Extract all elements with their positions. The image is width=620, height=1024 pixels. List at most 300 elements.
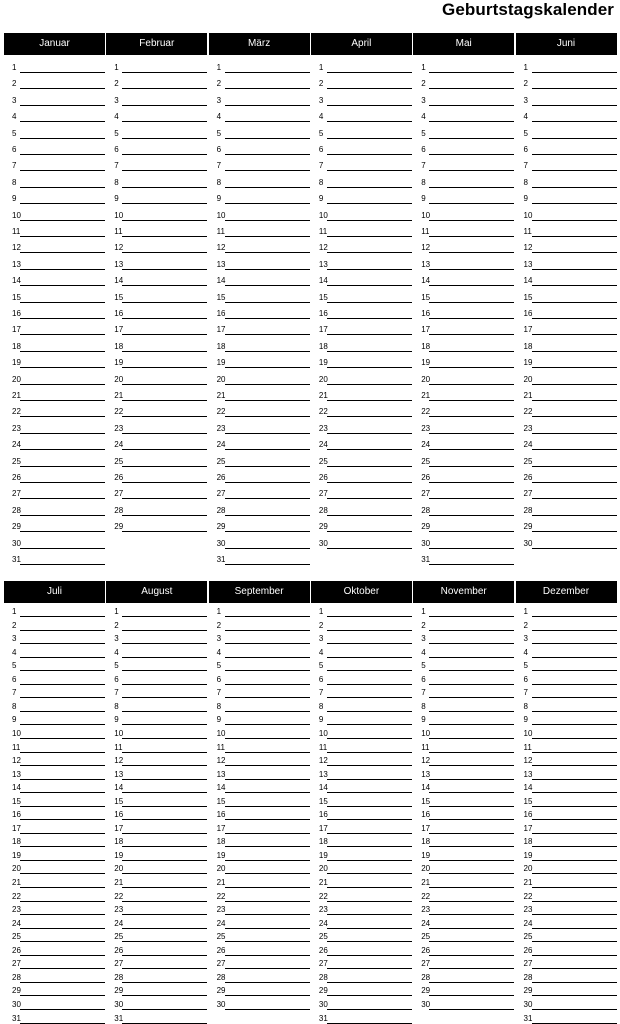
day-entry[interactable]	[209, 108, 310, 122]
day-entry[interactable]	[209, 833, 310, 847]
day-entry[interactable]	[311, 617, 412, 631]
day-entry[interactable]	[413, 752, 514, 766]
day-entry[interactable]	[4, 190, 105, 204]
day-entry[interactable]	[4, 551, 105, 565]
day-entry[interactable]	[106, 982, 207, 996]
day-entry[interactable]	[413, 603, 514, 617]
day-entry[interactable]	[4, 420, 105, 434]
day-entry[interactable]	[106, 420, 207, 434]
day-entry[interactable]	[209, 711, 310, 725]
day-entry[interactable]	[516, 901, 617, 915]
day-entry[interactable]	[311, 436, 412, 450]
day-entry[interactable]	[209, 453, 310, 467]
day-entry[interactable]	[4, 354, 105, 368]
day-entry[interactable]	[516, 969, 617, 983]
day-entry[interactable]	[4, 469, 105, 483]
day-entry[interactable]	[413, 469, 514, 483]
day-entry[interactable]	[311, 125, 412, 139]
day-entry[interactable]	[413, 942, 514, 956]
day-entry[interactable]	[516, 711, 617, 725]
day-entry[interactable]	[106, 190, 207, 204]
day-entry[interactable]	[311, 75, 412, 89]
day-entry[interactable]	[516, 725, 617, 739]
day-entry[interactable]	[516, 190, 617, 204]
day-entry[interactable]	[311, 141, 412, 155]
day-entry[interactable]	[4, 630, 105, 644]
day-entry[interactable]	[106, 59, 207, 73]
day-entry[interactable]	[106, 779, 207, 793]
day-entry[interactable]	[106, 141, 207, 155]
day-entry[interactable]	[413, 141, 514, 155]
day-entry[interactable]	[516, 955, 617, 969]
day-entry[interactable]	[209, 59, 310, 73]
day-entry[interactable]	[311, 535, 412, 549]
day-entry[interactable]	[311, 779, 412, 793]
day-entry[interactable]	[413, 518, 514, 532]
day-entry[interactable]	[413, 420, 514, 434]
day-entry[interactable]	[311, 289, 412, 303]
day-entry[interactable]	[311, 671, 412, 685]
day-entry[interactable]	[209, 915, 310, 929]
day-entry[interactable]	[4, 671, 105, 685]
day-entry[interactable]	[516, 644, 617, 658]
day-entry[interactable]	[4, 739, 105, 753]
day-entry[interactable]	[106, 847, 207, 861]
day-entry[interactable]	[311, 847, 412, 861]
day-entry[interactable]	[516, 125, 617, 139]
day-entry[interactable]	[4, 502, 105, 516]
day-entry[interactable]	[106, 820, 207, 834]
day-entry[interactable]	[413, 806, 514, 820]
day-entry[interactable]	[413, 305, 514, 319]
day-entry[interactable]	[516, 518, 617, 532]
day-entry[interactable]	[516, 657, 617, 671]
day-entry[interactable]	[4, 518, 105, 532]
day-entry[interactable]	[209, 469, 310, 483]
day-entry[interactable]	[516, 453, 617, 467]
day-entry[interactable]	[106, 806, 207, 820]
day-entry[interactable]	[106, 239, 207, 253]
day-entry[interactable]	[4, 239, 105, 253]
day-entry[interactable]	[209, 942, 310, 956]
day-entry[interactable]	[516, 59, 617, 73]
day-entry[interactable]	[311, 321, 412, 335]
day-entry[interactable]	[209, 371, 310, 385]
day-entry[interactable]	[413, 502, 514, 516]
day-entry[interactable]	[4, 223, 105, 237]
day-entry[interactable]	[4, 779, 105, 793]
day-entry[interactable]	[106, 387, 207, 401]
day-entry[interactable]	[4, 617, 105, 631]
day-entry[interactable]	[4, 485, 105, 499]
day-entry[interactable]	[413, 644, 514, 658]
day-entry[interactable]	[106, 725, 207, 739]
day-entry[interactable]	[209, 403, 310, 417]
day-entry[interactable]	[209, 901, 310, 915]
day-entry[interactable]	[311, 485, 412, 499]
day-entry[interactable]	[311, 996, 412, 1010]
day-entry[interactable]	[413, 207, 514, 221]
day-entry[interactable]	[106, 874, 207, 888]
day-entry[interactable]	[106, 833, 207, 847]
day-entry[interactable]	[413, 982, 514, 996]
day-entry[interactable]	[413, 617, 514, 631]
day-entry[interactable]	[4, 321, 105, 335]
day-entry[interactable]	[4, 644, 105, 658]
day-entry[interactable]	[209, 256, 310, 270]
day-entry[interactable]	[209, 874, 310, 888]
day-entry[interactable]	[209, 125, 310, 139]
day-entry[interactable]	[106, 92, 207, 106]
day-entry[interactable]	[516, 256, 617, 270]
day-entry[interactable]	[4, 289, 105, 303]
day-entry[interactable]	[413, 820, 514, 834]
day-entry[interactable]	[516, 75, 617, 89]
day-entry[interactable]	[516, 806, 617, 820]
day-entry[interactable]	[106, 108, 207, 122]
day-entry[interactable]	[516, 671, 617, 685]
day-entry[interactable]	[4, 955, 105, 969]
day-entry[interactable]	[516, 1010, 617, 1024]
day-entry[interactable]	[311, 239, 412, 253]
day-entry[interactable]	[516, 888, 617, 902]
day-entry[interactable]	[413, 59, 514, 73]
day-entry[interactable]	[516, 617, 617, 631]
day-entry[interactable]	[209, 190, 310, 204]
day-entry[interactable]	[106, 256, 207, 270]
day-entry[interactable]	[4, 766, 105, 780]
day-entry[interactable]	[413, 888, 514, 902]
day-entry[interactable]	[4, 125, 105, 139]
day-entry[interactable]	[413, 387, 514, 401]
day-entry[interactable]	[106, 657, 207, 671]
day-entry[interactable]	[209, 387, 310, 401]
day-entry[interactable]	[516, 420, 617, 434]
day-entry[interactable]	[209, 223, 310, 237]
day-entry[interactable]	[4, 141, 105, 155]
day-entry[interactable]	[311, 420, 412, 434]
day-entry[interactable]	[311, 338, 412, 352]
day-entry[interactable]	[4, 901, 105, 915]
day-entry[interactable]	[516, 469, 617, 483]
day-entry[interactable]	[516, 982, 617, 996]
day-entry[interactable]	[4, 535, 105, 549]
day-entry[interactable]	[106, 793, 207, 807]
day-entry[interactable]	[516, 847, 617, 861]
day-entry[interactable]	[413, 969, 514, 983]
day-entry[interactable]	[106, 321, 207, 335]
day-entry[interactable]	[209, 793, 310, 807]
day-entry[interactable]	[311, 190, 412, 204]
day-entry[interactable]	[413, 860, 514, 874]
day-entry[interactable]	[4, 338, 105, 352]
day-entry[interactable]	[209, 684, 310, 698]
day-entry[interactable]	[413, 485, 514, 499]
day-entry[interactable]	[106, 174, 207, 188]
day-entry[interactable]	[516, 996, 617, 1010]
day-entry[interactable]	[209, 305, 310, 319]
day-entry[interactable]	[106, 305, 207, 319]
day-entry[interactable]	[311, 256, 412, 270]
day-entry[interactable]	[311, 59, 412, 73]
day-entry[interactable]	[311, 644, 412, 658]
day-entry[interactable]	[516, 485, 617, 499]
day-entry[interactable]	[209, 657, 310, 671]
day-entry[interactable]	[413, 403, 514, 417]
day-entry[interactable]	[413, 684, 514, 698]
day-entry[interactable]	[413, 108, 514, 122]
day-entry[interactable]	[4, 657, 105, 671]
day-entry[interactable]	[209, 518, 310, 532]
day-entry[interactable]	[311, 915, 412, 929]
day-entry[interactable]	[413, 551, 514, 565]
day-entry[interactable]	[311, 942, 412, 956]
day-entry[interactable]	[516, 174, 617, 188]
day-entry[interactable]	[413, 535, 514, 549]
day-entry[interactable]	[209, 644, 310, 658]
day-entry[interactable]	[209, 969, 310, 983]
day-entry[interactable]	[311, 272, 412, 286]
day-entry[interactable]	[106, 502, 207, 516]
day-entry[interactable]	[516, 874, 617, 888]
day-entry[interactable]	[516, 603, 617, 617]
day-entry[interactable]	[106, 888, 207, 902]
day-entry[interactable]	[311, 806, 412, 820]
day-entry[interactable]	[311, 820, 412, 834]
day-entry[interactable]	[209, 617, 310, 631]
day-entry[interactable]	[311, 387, 412, 401]
day-entry[interactable]	[106, 996, 207, 1010]
day-entry[interactable]	[311, 955, 412, 969]
day-entry[interactable]	[209, 847, 310, 861]
day-entry[interactable]	[4, 75, 105, 89]
day-entry[interactable]	[516, 766, 617, 780]
day-entry[interactable]	[4, 272, 105, 286]
day-entry[interactable]	[106, 75, 207, 89]
day-entry[interactable]	[209, 766, 310, 780]
day-entry[interactable]	[4, 725, 105, 739]
day-entry[interactable]	[516, 272, 617, 286]
day-entry[interactable]	[106, 928, 207, 942]
day-entry[interactable]	[209, 289, 310, 303]
day-entry[interactable]	[311, 725, 412, 739]
day-entry[interactable]	[4, 603, 105, 617]
day-entry[interactable]	[209, 420, 310, 434]
day-entry[interactable]	[209, 321, 310, 335]
day-entry[interactable]	[4, 711, 105, 725]
day-entry[interactable]	[4, 982, 105, 996]
day-entry[interactable]	[209, 725, 310, 739]
day-entry[interactable]	[413, 125, 514, 139]
day-entry[interactable]	[106, 223, 207, 237]
day-entry[interactable]	[413, 630, 514, 644]
day-entry[interactable]	[516, 752, 617, 766]
day-entry[interactable]	[413, 371, 514, 385]
day-entry[interactable]	[209, 141, 310, 155]
day-entry[interactable]	[209, 485, 310, 499]
day-entry[interactable]	[106, 157, 207, 171]
day-entry[interactable]	[413, 223, 514, 237]
day-entry[interactable]	[106, 617, 207, 631]
day-entry[interactable]	[209, 272, 310, 286]
day-entry[interactable]	[413, 239, 514, 253]
day-entry[interactable]	[209, 502, 310, 516]
day-entry[interactable]	[311, 603, 412, 617]
day-entry[interactable]	[209, 671, 310, 685]
day-entry[interactable]	[4, 387, 105, 401]
day-entry[interactable]	[311, 207, 412, 221]
day-entry[interactable]	[413, 75, 514, 89]
day-entry[interactable]	[413, 174, 514, 188]
day-entry[interactable]	[516, 207, 617, 221]
day-entry[interactable]	[4, 174, 105, 188]
day-entry[interactable]	[516, 223, 617, 237]
day-entry[interactable]	[516, 403, 617, 417]
day-entry[interactable]	[106, 518, 207, 532]
day-entry[interactable]	[413, 779, 514, 793]
day-entry[interactable]	[311, 739, 412, 753]
day-entry[interactable]	[4, 969, 105, 983]
day-entry[interactable]	[413, 698, 514, 712]
day-entry[interactable]	[209, 888, 310, 902]
day-entry[interactable]	[4, 305, 105, 319]
day-entry[interactable]	[516, 833, 617, 847]
day-entry[interactable]	[311, 928, 412, 942]
day-entry[interactable]	[106, 901, 207, 915]
day-entry[interactable]	[311, 833, 412, 847]
day-entry[interactable]	[209, 174, 310, 188]
day-entry[interactable]	[413, 955, 514, 969]
day-entry[interactable]	[413, 657, 514, 671]
day-entry[interactable]	[311, 108, 412, 122]
day-entry[interactable]	[4, 928, 105, 942]
day-entry[interactable]	[311, 888, 412, 902]
day-entry[interactable]	[106, 436, 207, 450]
day-entry[interactable]	[106, 644, 207, 658]
day-entry[interactable]	[413, 338, 514, 352]
day-entry[interactable]	[106, 860, 207, 874]
day-entry[interactable]	[209, 752, 310, 766]
day-entry[interactable]	[4, 403, 105, 417]
day-entry[interactable]	[516, 239, 617, 253]
day-entry[interactable]	[4, 793, 105, 807]
day-entry[interactable]	[106, 338, 207, 352]
day-entry[interactable]	[106, 698, 207, 712]
day-entry[interactable]	[516, 928, 617, 942]
day-entry[interactable]	[106, 207, 207, 221]
day-entry[interactable]	[106, 739, 207, 753]
day-entry[interactable]	[4, 92, 105, 106]
day-entry[interactable]	[209, 239, 310, 253]
day-entry[interactable]	[311, 1010, 412, 1024]
day-entry[interactable]	[106, 752, 207, 766]
day-entry[interactable]	[413, 739, 514, 753]
day-entry[interactable]	[209, 820, 310, 834]
day-entry[interactable]	[4, 942, 105, 956]
day-entry[interactable]	[413, 915, 514, 929]
day-entry[interactable]	[209, 982, 310, 996]
day-entry[interactable]	[209, 551, 310, 565]
day-entry[interactable]	[4, 806, 105, 820]
day-entry[interactable]	[106, 969, 207, 983]
day-entry[interactable]	[4, 59, 105, 73]
day-entry[interactable]	[311, 403, 412, 417]
day-entry[interactable]	[4, 860, 105, 874]
day-entry[interactable]	[4, 207, 105, 221]
day-entry[interactable]	[516, 141, 617, 155]
day-entry[interactable]	[106, 603, 207, 617]
day-entry[interactable]	[4, 915, 105, 929]
day-entry[interactable]	[413, 436, 514, 450]
day-entry[interactable]	[516, 698, 617, 712]
day-entry[interactable]	[311, 518, 412, 532]
day-entry[interactable]	[106, 684, 207, 698]
day-entry[interactable]	[209, 354, 310, 368]
day-entry[interactable]	[516, 289, 617, 303]
day-entry[interactable]	[413, 711, 514, 725]
day-entry[interactable]	[209, 535, 310, 549]
day-entry[interactable]	[516, 321, 617, 335]
day-entry[interactable]	[4, 820, 105, 834]
day-entry[interactable]	[516, 338, 617, 352]
day-entry[interactable]	[4, 996, 105, 1010]
day-entry[interactable]	[516, 108, 617, 122]
day-entry[interactable]	[311, 711, 412, 725]
day-entry[interactable]	[4, 698, 105, 712]
day-entry[interactable]	[311, 305, 412, 319]
day-entry[interactable]	[516, 915, 617, 929]
day-entry[interactable]	[106, 671, 207, 685]
day-entry[interactable]	[4, 436, 105, 450]
day-entry[interactable]	[106, 915, 207, 929]
day-entry[interactable]	[516, 860, 617, 874]
day-entry[interactable]	[413, 190, 514, 204]
day-entry[interactable]	[106, 630, 207, 644]
day-entry[interactable]	[106, 354, 207, 368]
day-entry[interactable]	[209, 338, 310, 352]
day-entry[interactable]	[413, 996, 514, 1010]
day-entry[interactable]	[311, 684, 412, 698]
day-entry[interactable]	[311, 223, 412, 237]
day-entry[interactable]	[516, 684, 617, 698]
day-entry[interactable]	[311, 630, 412, 644]
day-entry[interactable]	[209, 157, 310, 171]
day-entry[interactable]	[413, 272, 514, 286]
day-entry[interactable]	[516, 436, 617, 450]
day-entry[interactable]	[4, 847, 105, 861]
day-entry[interactable]	[4, 684, 105, 698]
day-entry[interactable]	[413, 289, 514, 303]
day-entry[interactable]	[311, 698, 412, 712]
day-entry[interactable]	[413, 874, 514, 888]
day-entry[interactable]	[311, 874, 412, 888]
day-entry[interactable]	[4, 752, 105, 766]
day-entry[interactable]	[311, 502, 412, 516]
day-entry[interactable]	[209, 603, 310, 617]
day-entry[interactable]	[516, 371, 617, 385]
day-entry[interactable]	[4, 1010, 105, 1024]
day-entry[interactable]	[4, 371, 105, 385]
day-entry[interactable]	[516, 942, 617, 956]
day-entry[interactable]	[516, 793, 617, 807]
day-entry[interactable]	[516, 92, 617, 106]
day-entry[interactable]	[106, 371, 207, 385]
day-entry[interactable]	[209, 739, 310, 753]
day-entry[interactable]	[106, 289, 207, 303]
day-entry[interactable]	[413, 901, 514, 915]
day-entry[interactable]	[106, 453, 207, 467]
day-entry[interactable]	[516, 535, 617, 549]
